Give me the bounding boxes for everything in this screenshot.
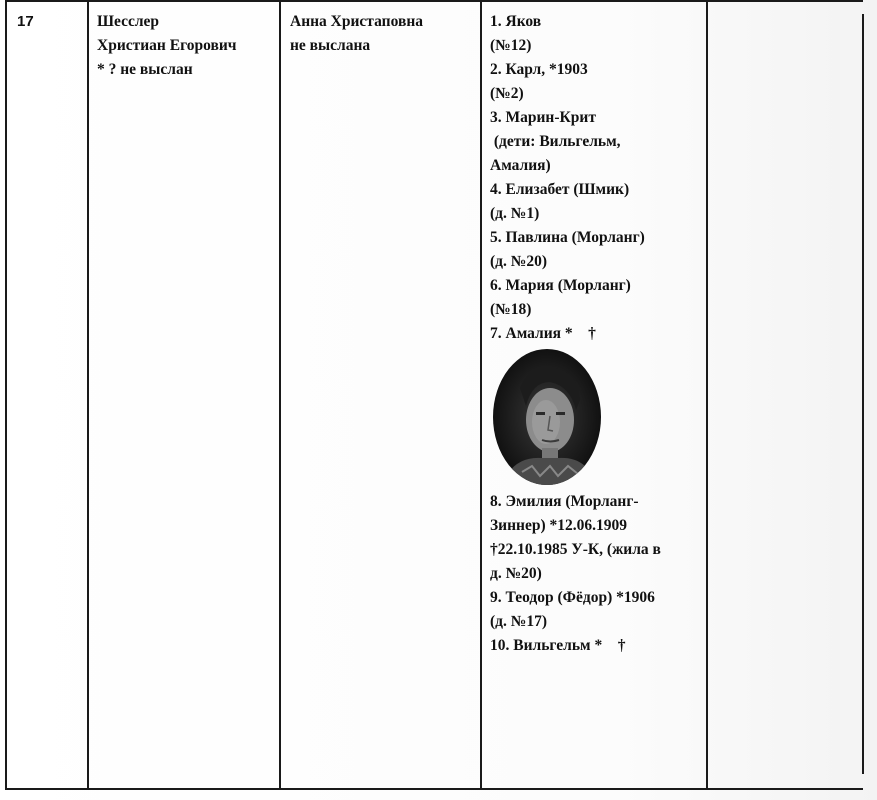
children-cell <box>490 10 705 658</box>
child-line: 3. Марин-Крит <box>490 109 596 126</box>
table-bottom-rule <box>5 788 863 790</box>
table-col-rule-2 <box>279 0 281 788</box>
portrait-photo <box>492 348 602 486</box>
table-col-rule-3 <box>480 0 482 788</box>
child-line: 8. Эмилия (Морланг- <box>490 493 639 510</box>
child-line: 6. Мария (Морланг) <box>490 277 631 294</box>
child-line: (№12) <box>490 37 532 54</box>
wife-name: Анна Христаповна <box>290 13 423 30</box>
table-left-rule <box>5 0 7 788</box>
child-line: †22.10.1985 У-К, (жила в <box>490 541 661 558</box>
child-line: 7. Амалия * † <box>490 325 596 342</box>
child-line: 1. Яков <box>490 13 542 30</box>
child-line: 2. Карл, *1903 <box>490 61 588 78</box>
child-line: Зиннер) *12.06.1909 <box>490 517 628 534</box>
child-line: (№2) <box>490 85 524 102</box>
head-name: Христиан Егорович <box>97 37 237 54</box>
table-top-rule <box>5 0 863 2</box>
child-line: (№18) <box>490 301 532 318</box>
child-line: 5. Павлина (Морланг) <box>490 229 645 246</box>
child-line: д. №20) <box>490 565 542 582</box>
wife-cell <box>290 10 423 58</box>
child-line: (дети: Вильгельм, <box>490 133 621 150</box>
child-line: 10. Вильгельм * † <box>490 637 626 654</box>
row-number: 17 <box>17 13 34 30</box>
table-col-rule-1 <box>87 0 89 788</box>
child-line: 9. Теодор (Фёдор) *1906 <box>490 589 655 606</box>
child-line: (д. №20) <box>490 253 547 270</box>
wife-note: не выслана <box>290 37 371 54</box>
child-line: Амалия) <box>490 157 551 174</box>
head-surname: Шесслер <box>97 13 160 30</box>
head-of-family-cell <box>97 10 237 82</box>
child-line: (д. №17) <box>490 613 547 630</box>
child-line: 4. Елизабет (Шмик) <box>490 181 630 198</box>
table-col-rule-4 <box>706 0 708 788</box>
child-line: (д. №1) <box>490 205 540 222</box>
head-note: * ? не выслан <box>97 61 193 78</box>
table-right-rule <box>862 14 864 774</box>
